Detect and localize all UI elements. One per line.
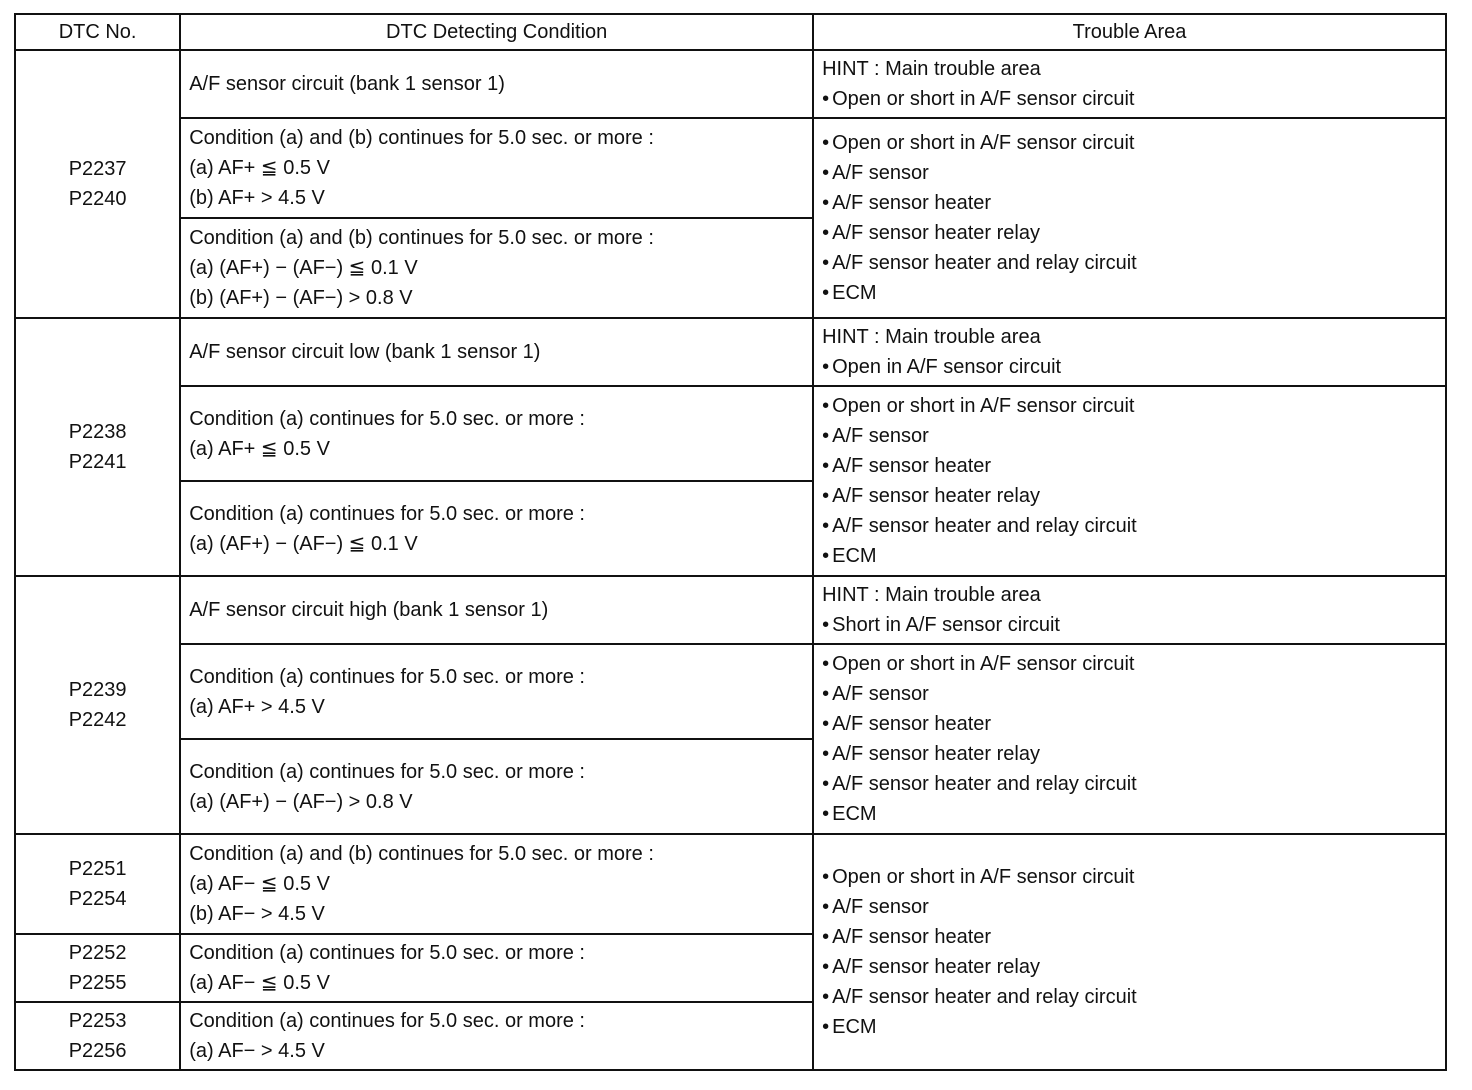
condition-cell bbox=[180, 218, 813, 318]
condition-cell bbox=[180, 118, 813, 218]
hint-cell bbox=[813, 576, 1446, 644]
condition-line: (b) (AF+) − (AF−) > 0.8 V bbox=[189, 287, 413, 309]
trouble-area-item: • A/F sensor bbox=[822, 679, 1445, 709]
dtc-code: P2239 bbox=[68, 679, 127, 701]
table-row bbox=[15, 50, 1446, 118]
hint-item: • Short in A/F sensor circuit bbox=[822, 610, 1445, 640]
dtc-table bbox=[14, 13, 1447, 1071]
dtc-code: P2256 bbox=[68, 1040, 127, 1062]
trouble-area-item: • Open or short in A/F sensor circuit bbox=[822, 649, 1445, 679]
trouble-area-item: • Open or short in A/F sensor circuit bbox=[822, 391, 1445, 421]
dtc-code-cell bbox=[15, 576, 180, 834]
condition-line: Condition (a) continues for 5.0 sec. or more : bbox=[189, 502, 585, 525]
condition-line: Condition (a) and (b) continues for 5.0 sec. or more : bbox=[189, 127, 654, 149]
hint-item: • Open in A/F sensor circuit bbox=[822, 352, 1445, 382]
condition-line: Condition (a) continues for 5.0 sec. or more : bbox=[189, 407, 585, 430]
condition-line: (a) (AF+) − (AF−) ≦ 0.1 V bbox=[189, 257, 418, 279]
trouble-area-cell bbox=[813, 644, 1446, 834]
table-row bbox=[15, 644, 1446, 739]
condition-line: (a) (AF+) − (AF−) > 0.8 V bbox=[189, 790, 413, 813]
condition-cell bbox=[180, 318, 813, 386]
condition-cell bbox=[180, 576, 813, 644]
condition-line: Condition (a) and (b) continues for 5.0 sec. or more : bbox=[189, 227, 654, 249]
trouble-area-item: • A/F sensor heater relay bbox=[822, 218, 1445, 248]
trouble-area-item: • A/F sensor heater and relay circuit bbox=[822, 769, 1445, 799]
header-row bbox=[15, 14, 1446, 50]
condition-line: A/F sensor circuit (bank 1 sensor 1) bbox=[189, 73, 505, 95]
trouble-area-item: • ECM bbox=[822, 278, 1445, 308]
condition-line: (a) (AF+) − (AF−) ≦ 0.1 V bbox=[189, 532, 418, 555]
trouble-area-item: • A/F sensor bbox=[822, 892, 1445, 922]
trouble-area-cell bbox=[813, 386, 1446, 576]
condition-cell bbox=[180, 481, 813, 576]
dtc-code: P2253 bbox=[68, 1010, 127, 1032]
table-row bbox=[15, 318, 1446, 386]
dtc-code: P2238 bbox=[68, 421, 127, 443]
trouble-area-item: • A/F sensor heater and relay circuit bbox=[822, 982, 1445, 1012]
condition-line: (a) AF− > 4.5 V bbox=[189, 1040, 325, 1062]
trouble-area-item: • ECM bbox=[822, 541, 1445, 571]
hint-item: • Open or short in A/F sensor circuit bbox=[822, 84, 1445, 114]
trouble-area-item: • A/F sensor heater bbox=[822, 709, 1445, 739]
condition-line: (a) AF+ ≦ 0.5 V bbox=[189, 157, 330, 179]
condition-line: Condition (a) and (b) continues for 5.0 sec. or more : bbox=[189, 843, 654, 865]
trouble-area-item: • Open or short in A/F sensor circuit bbox=[822, 128, 1445, 158]
condition-line: A/F sensor circuit low (bank 1 sensor 1) bbox=[189, 341, 541, 363]
hint-title: HINT : Main trouble area bbox=[822, 58, 1041, 80]
table-row bbox=[15, 576, 1446, 644]
condition-cell bbox=[180, 386, 813, 481]
trouble-area-cell bbox=[813, 118, 1446, 318]
condition-line: (b) AF− > 4.5 V bbox=[189, 903, 325, 925]
table-row bbox=[15, 118, 1446, 218]
header-dtc-no: DTC No. bbox=[15, 14, 180, 50]
condition-cell bbox=[180, 739, 813, 834]
condition-cell bbox=[180, 934, 813, 1002]
trouble-area-cell bbox=[813, 834, 1446, 1070]
condition-cell bbox=[180, 834, 813, 934]
dtc-code: P2241 bbox=[68, 451, 127, 473]
trouble-area-item: • ECM bbox=[822, 1012, 1445, 1042]
dtc-code: P2255 bbox=[68, 972, 127, 994]
condition-line: (a) AF− ≦ 0.5 V bbox=[189, 972, 330, 994]
condition-line: Condition (a) continues for 5.0 sec. or more : bbox=[189, 665, 585, 688]
condition-cell bbox=[180, 1002, 813, 1070]
hint-title: HINT : Main trouble area bbox=[822, 326, 1041, 348]
trouble-area-item: • A/F sensor heater bbox=[822, 451, 1445, 481]
dtc-code: P2254 bbox=[68, 888, 127, 910]
trouble-area-item: • ECM bbox=[822, 799, 1445, 829]
dtc-code-cell bbox=[15, 318, 180, 576]
dtc-code: P2240 bbox=[68, 188, 127, 210]
dtc-code: P2242 bbox=[68, 709, 127, 731]
condition-line: A/F sensor circuit high (bank 1 sensor 1) bbox=[189, 599, 549, 621]
hint-cell bbox=[813, 50, 1446, 118]
dtc-code-cell bbox=[15, 1002, 180, 1070]
table-row bbox=[15, 834, 1446, 934]
dtc-code-cell bbox=[15, 834, 180, 934]
condition-line: (a) AF+ ≦ 0.5 V bbox=[189, 437, 330, 460]
dtc-code: P2251 bbox=[68, 858, 127, 880]
hint-cell bbox=[813, 318, 1446, 386]
table-row bbox=[15, 386, 1446, 481]
condition-cell bbox=[180, 644, 813, 739]
condition-line: Condition (a) continues for 5.0 sec. or more : bbox=[189, 942, 585, 964]
trouble-area-item: • A/F sensor heater relay bbox=[822, 739, 1445, 769]
condition-line: (a) AF+ > 4.5 V bbox=[189, 695, 325, 718]
dtc-code-cell bbox=[15, 50, 180, 318]
hint-title: HINT : Main trouble area bbox=[822, 584, 1041, 606]
trouble-area-item: • Open or short in A/F sensor circuit bbox=[822, 862, 1445, 892]
trouble-area-item: • A/F sensor bbox=[822, 158, 1445, 188]
header-condition: DTC Detecting Condition bbox=[180, 14, 813, 50]
trouble-area-item: • A/F sensor bbox=[822, 421, 1445, 451]
condition-line: (b) AF+ > 4.5 V bbox=[189, 187, 325, 209]
dtc-code: P2252 bbox=[68, 942, 127, 964]
trouble-area-item: • A/F sensor heater bbox=[822, 188, 1445, 218]
condition-line: (a) AF− ≦ 0.5 V bbox=[189, 873, 330, 895]
dtc-code: P2237 bbox=[68, 158, 127, 180]
header-trouble-area: Trouble Area bbox=[813, 14, 1446, 50]
trouble-area-item: • A/F sensor heater and relay circuit bbox=[822, 511, 1445, 541]
dtc-code-cell bbox=[15, 934, 180, 1002]
trouble-area-item: • A/F sensor heater relay bbox=[822, 481, 1445, 511]
condition-line: Condition (a) continues for 5.0 sec. or more : bbox=[189, 1010, 585, 1032]
condition-line: Condition (a) continues for 5.0 sec. or more : bbox=[189, 760, 585, 783]
condition-cell bbox=[180, 50, 813, 118]
trouble-area-item: • A/F sensor heater bbox=[822, 922, 1445, 952]
trouble-area-item: • A/F sensor heater and relay circuit bbox=[822, 248, 1445, 278]
trouble-area-item: • A/F sensor heater relay bbox=[822, 952, 1445, 982]
